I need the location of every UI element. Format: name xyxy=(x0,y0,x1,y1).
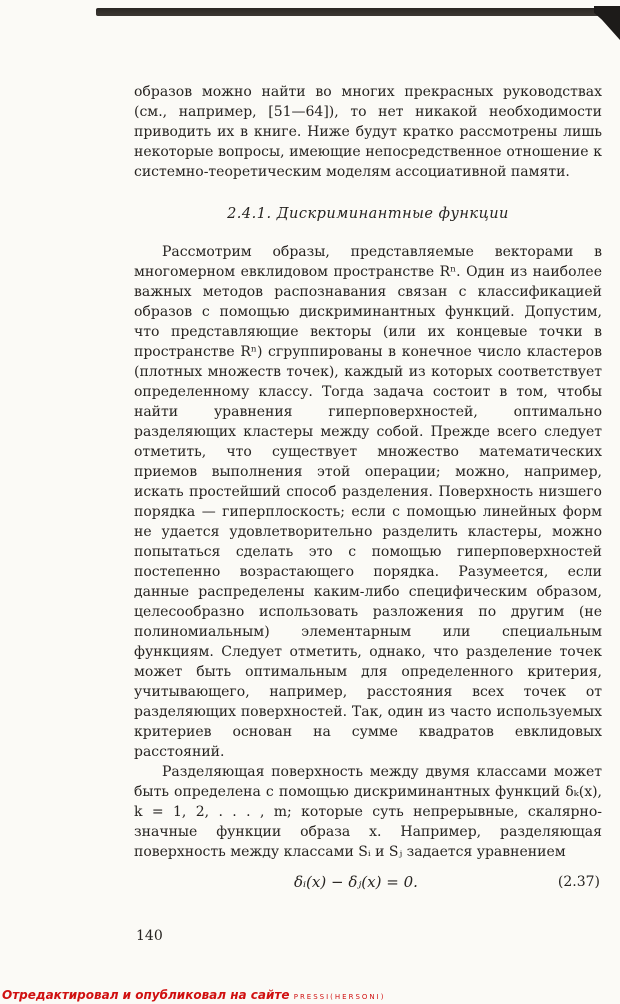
paragraph-separating-surface: Разделяющая поверхность между двумя классами может быть определена с помощью дискриминантных функций δₖ(x), k = 1, 2, . . . , m; которые суть непрерывные, скалярно-значные функции образа x. Например, разделяющая поверхность между классами Sᵢ и Sⱼ задается уравнением xyxy=(134,764,602,860)
page-number: 140 xyxy=(136,928,163,944)
footer-site-name: PRESSI(HERSONI) xyxy=(293,993,386,1001)
equation-row xyxy=(134,868,602,898)
equation: δᵢ(x) − δⱼ(x) = 0. xyxy=(294,873,418,891)
page-body xyxy=(134,82,602,898)
top-page-edge-rule xyxy=(96,8,606,16)
equation-number: (2.37) xyxy=(557,874,600,890)
section-heading: 2.4.1. Дискриминантные функции xyxy=(227,206,509,222)
page-corner-shadow xyxy=(594,6,620,40)
paragraph-discriminant-functions: Рассмотрим образы, представляемые векторами в многомерном евклидовом пространстве Rⁿ. Один из наиболее важных методов распознавания связан с классификацией образов с помощью дискриминантных функций. Допустим, что представляющие векторы (или их концевые точки в пространстве Rⁿ) сгруппированы в конечное число кластеров (плотных множеств точек), каждый из которых соответствует определенному классу. Тогда задача состоит в том, чтобы найти уравнения гиперповерхностей, оптимально разделяющих кластеры между собой. Прежде всего следует отметить, что существует множество математических приемов выполнения этой операции; можно, например, искать простейший способ разделения. Поверхность низшего порядка — гиперплоскость; если с помощью линейных форм не удается удовлетворительно разделить кластеры, можно попытаться сделать это с помощью гиперповерхностей постепенно возрастающего порядка. Разумеется, если данные распределены каким-либо специфическим образом, целесообразно использовать разложения по другим (не полиномиальным) элементарным или специальным функциям. Следует отметить, однако, что разделение точек может быть оптимальным для определенного критерия, учитывающего, например, расстояния всех точек от разделяющих поверхностей. Так, один из часто используемых критериев основан на сумме квадратов евклидовых расстояний. xyxy=(134,244,602,760)
footer-watermark xyxy=(2,988,385,1002)
paragraph-intro: образов можно найти во многих прекрасных руководствах (см., например, [51—64]), то нет никакой необходимости приводить их в книге. Ниже будут кратко рассмотрены лишь некоторые вопросы, имеющие непосредственное отношение к системно-теоретическим моделям ассоциативной памяти. xyxy=(134,84,602,180)
footer-edited-note: Отредактировал и опубликовал на сайте xyxy=(2,988,290,1002)
